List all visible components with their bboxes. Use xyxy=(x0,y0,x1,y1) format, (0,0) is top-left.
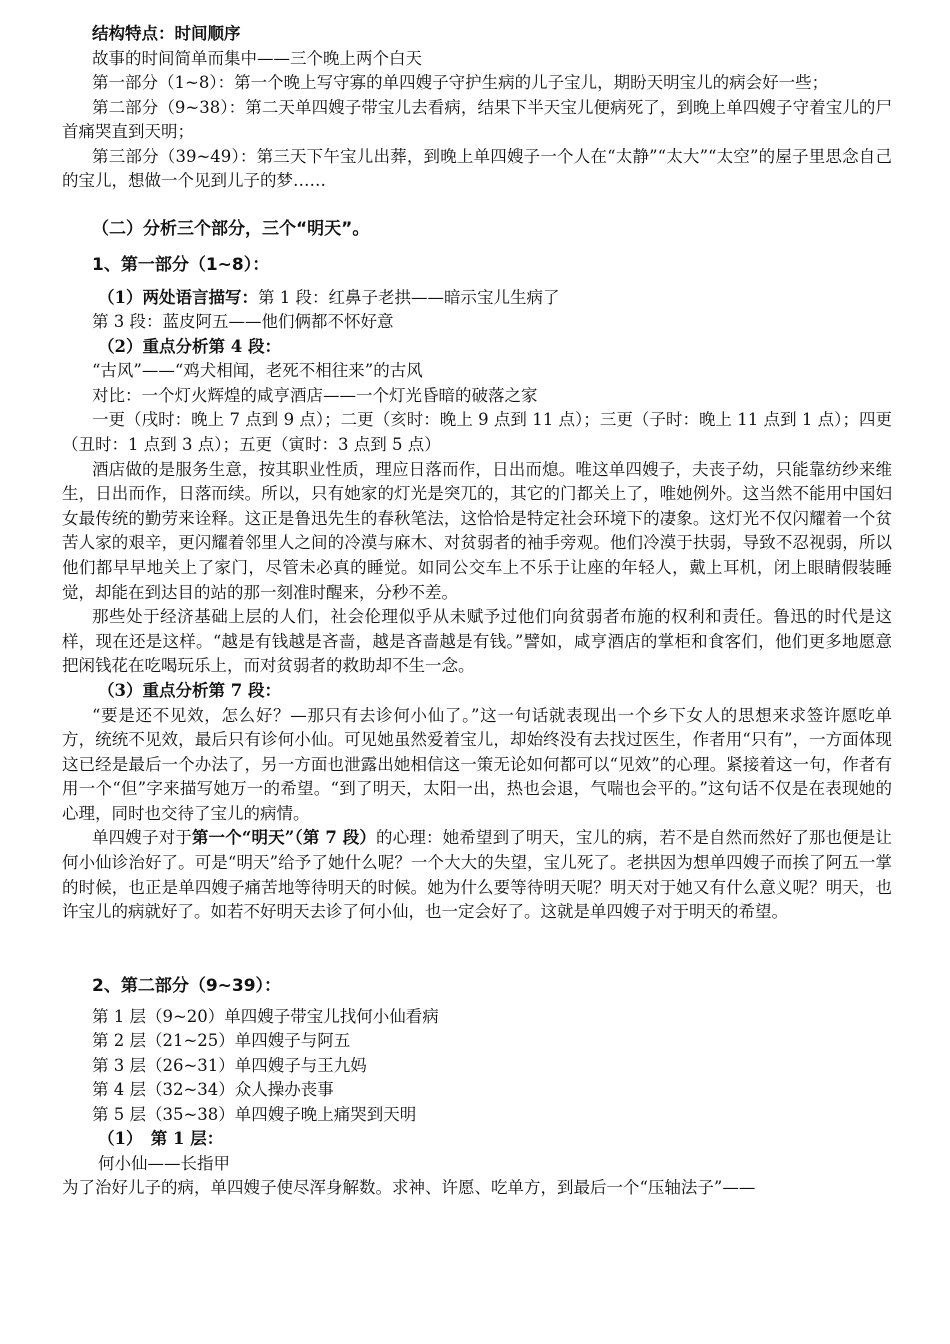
part-two-layer: 第 4 层（32~34）众人操办丧事 xyxy=(92,1080,334,1100)
part-one-heading: 1、第一部分（1~8）： xyxy=(92,254,270,275)
structure-part3: 第三部分（39~49）：第三天下午宝儿出葬，到晚上单四嫂子一个人在“太静”“太大”“太空”的屋子里思念自己的宝儿，想做一个见到儿子的梦…… xyxy=(62,146,892,191)
structure-heading: 结构特点：时间顺序 xyxy=(92,24,241,43)
part-one-sub2-label: （2）重点分析第 4 段： xyxy=(98,336,281,356)
part-two-layer: 第 2 层（21~25）单四嫂子与阿五 xyxy=(92,1031,351,1051)
part-two-sub1-label: （1） 第 1 层： xyxy=(98,1129,224,1149)
part-one-para-d-bold: 第一个“明天”（第 7 段） xyxy=(191,828,377,848)
part-two-layer: 第 5 层（35~38）单四嫂子晚上痛哭到天明 xyxy=(92,1104,417,1124)
part-one-para-b: 那些处于经济基础上层的人们，社会伦理似乎从未赋予过他们向贫弱者布施的权利和责任。鲁迅的时代是这样，现在还是这样。“越是有钱越是吝啬，越是吝啬越是有钱。”譬如，咸亨酒店的掌柜和食客们，他们更多地愿意把闲钱花在吃喝玩乐上，而对贫弱者的救助却不生一念。 xyxy=(62,607,892,676)
part-one-geng: 一更（戌时：晚上 7 点到 9 点）；二更（亥时：晚上 9 点到 11 点）；三更（子时：晚上 11 点到 1 点）；四更（丑时：1 点到 3 点）；五更（寅时：3 点到 5 点） xyxy=(62,410,892,455)
part-one-para-d xyxy=(62,826,892,924)
section2-heading: （二）分析三个部分，三个“明天”。 xyxy=(92,218,370,239)
part-one-sub1-line2: 第 3 段：蓝皮阿五——他们俩都不怀好意 xyxy=(92,312,394,332)
part-one-sub1-label: （1）两处语言描写： xyxy=(98,287,258,307)
part-one-sub3-label: （3）重点分析第 7 段： xyxy=(98,681,281,700)
structure-part1: 第一部分（1~8）：第一个晚上写守寡的单四嫂子守护生病的儿子宝儿，期盼天明宝儿的病会好一些； xyxy=(92,73,829,92)
part-two-layer: 第 1 层（9~20）单四嫂子带宝儿找何小仙看病 xyxy=(92,1006,439,1026)
part-one-gufeng: “古风”——“鸡犬相闻，老死不相往来”的古风 xyxy=(92,361,423,381)
part-one-para-c: “要是还不见效，怎么好？—那只有去诊何小仙了。”这一句话就表现出一个乡下女人的思想来求签许愿吃单方，统统不见效，最后只有诊何小仙。可见她虽然爱着宝儿，却始终没有去找过医生，作者用“只有”，一方面体现这已经是最后一个办法了，另一方面也泄露出她相信这一策无论如何都可以“见效”的心理。紧接着这一句，作者有用一个“但”字来描写她万一的希望。“到了明天，太阳一出，热也会退，气喘也会平的。”这句话不仅是在表现她的心理，同时也交待了宝儿的病情。 xyxy=(62,705,892,823)
part-two-layer: 第 3 层（26~31）单四嫂子与王九妈 xyxy=(92,1055,367,1075)
document-page xyxy=(62,22,892,1201)
part-two-hexiaoxian: 何小仙——长指甲 xyxy=(98,1153,230,1173)
structure-summary: 故事的时间简单而集中——三个晚上两个白天 xyxy=(92,48,422,68)
part-one-sub1 xyxy=(62,286,892,311)
part-one-para-d-pre: 单四嫂子对于 xyxy=(92,828,192,848)
part-one-duibi: 对比：一个灯火辉煌的咸亨酒店——一个灯光昏暗的破落之家 xyxy=(92,385,538,405)
part-two-last-line: 为了治好儿子的病，单四嫂子使尽浑身解数。求神、许愿、吃单方，到最后一个“压轴法子”—— xyxy=(62,1178,756,1198)
part-one-sub1-text: 第 1 段：红鼻子老拱——暗示宝儿生病了 xyxy=(257,287,560,307)
part-two-heading: 2、第二部分（9~39）： xyxy=(92,975,282,996)
part-one-para-a: 酒店做的是服务生意，按其职业性质，理应日落而作，日出而熄。唯这单四嫂子，夫丧子幼，只能靠纺纱来维生，日出而作，日落而续。所以，只有她家的灯光是突兀的，其它的门都关上了，唯她例外。这当然不能用中国妇女最传统的勤劳来诠释。这正是鲁迅先生的春秋笔法，这恰恰是特定社会环境下的凄象。这灯光不仅闪耀着一个贫苦人家的艰辛，更闪耀着邻里人之间的冷漠与麻木、对贫弱者的袖手旁观。他们冷漠于扶弱，导致不忍视弱，所以他们都早早地关上了家门，尽管未必真的睡觉。如同公交车上不乐于让座的年轻人，戴上耳机，闭上眼睛假装睡觉，却能在到达目的站的那一刻准时醒来，分秒不差。 xyxy=(62,459,892,602)
part-one-para-d-post: 的心理：她希望到了明天，宝儿的病，若不是自然而然好了那也便是让何小仙诊治好了。可是“明天”给予了她什么呢？一个大大的失望，宝儿死了。老拱因为想单四嫂子而挨了阿五一掌的时候，也正是单四嫂子痛苦地等待明天的时候。她为什么要等待明天呢？明天对于她又有什么意义呢？明天，也许宝儿的病就好了。如若不好明天去诊了何小仙，也一定会好了。这就是单四嫂子对于明天的希望。 xyxy=(62,828,893,922)
structure-part2: 第二部分（9~38）：第二天单四嫂子带宝儿去看病，结果下半天宝儿便病死了，到晚上单四嫂子守着宝儿的尸首痛哭直到天明； xyxy=(62,97,892,142)
